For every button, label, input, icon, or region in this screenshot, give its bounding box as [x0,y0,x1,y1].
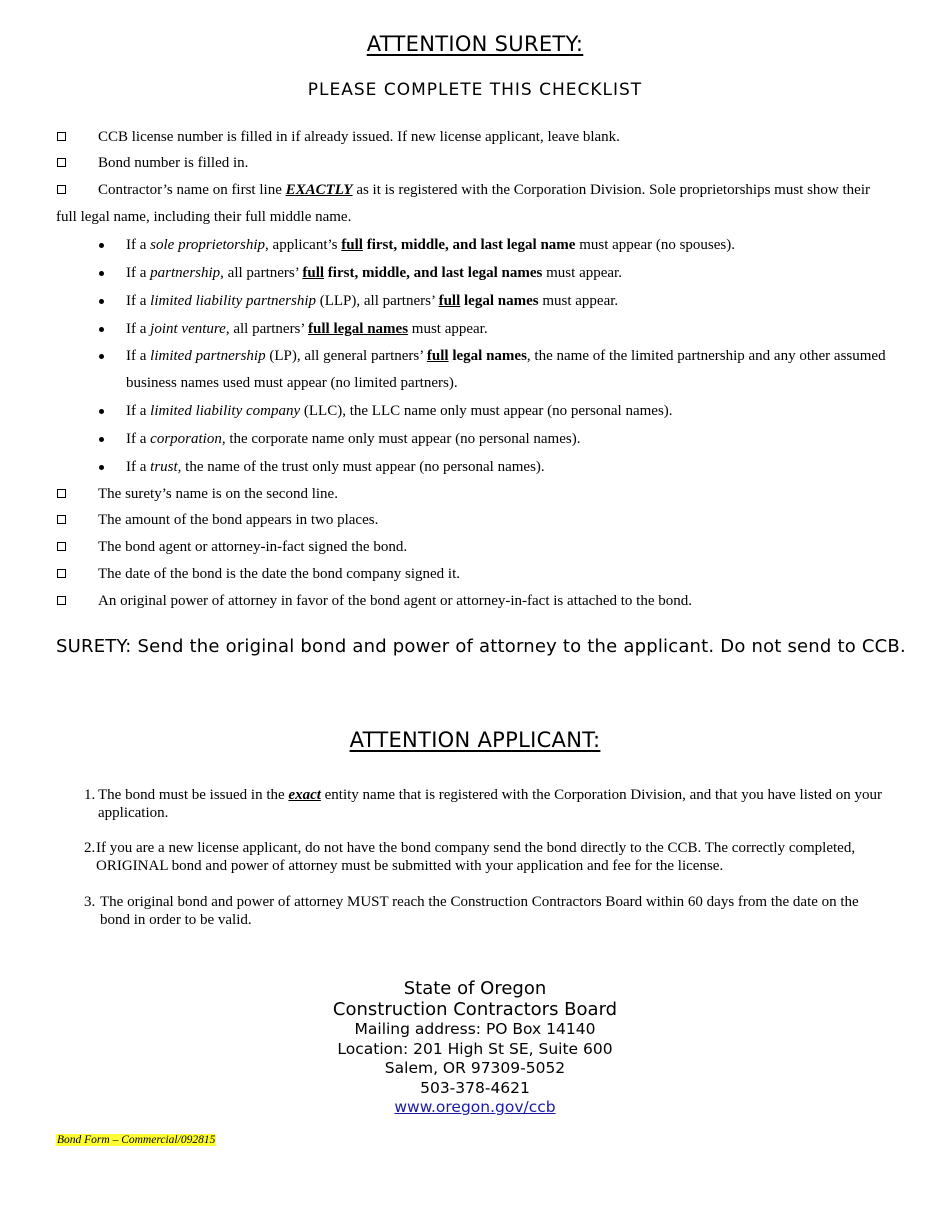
checklist-item-text: The date of the bond is the date the bond company signed it. [98,566,460,582]
bullet-icon [99,243,104,248]
bullet-icon [99,299,104,304]
location-address: Location: 201 High St SE, Suite 600 [337,1039,613,1058]
bullet-icon [99,354,104,359]
entity-rule: If a limited partnership (LP), all general partners’ full legal names, the name of the limited partnership and any other assumed business names used must appear (no limited partners). [98,343,898,397]
checkbox-icon[interactable] [57,542,66,551]
agency-contact-block [0,978,950,1118]
checklist-item-text: An original power of attorney in favor of the bond agent or attorney-in-fact is attached to the bond. [98,593,692,609]
checklist-item-contractor-name [56,177,886,231]
checklist-item-text: Bond number is filled in. [98,155,249,171]
item-number: 3. [84,894,96,910]
city-state-zip: Salem, OR 97309-5052 [384,1059,566,1077]
board-name: Construction Contractors Board [332,999,618,1020]
checklist-item-text: The amount of the bond appears in two places. [98,512,379,528]
applicant-item: 2. If you are a new license applicant, do not have the bond company send the bond directly to the CCB. The correctly completed, ORIGINAL bond and power of attorney must be submitted with your application and fee for the license. [84,840,856,874]
checkbox-icon[interactable] [57,596,66,605]
checklist-item [56,481,896,508]
item-number: 1. [84,787,96,803]
phone-number: 503-378-4621 [420,1078,530,1097]
applicant-item: 1. The bond must be issued in the exact entity name that is registered with the Corporation Division, and that you have listed on your application. [84,787,883,821]
bullet-icon [99,327,104,332]
entity-rule: If a sole proprietorship, applicant’s full first, middle, and last legal name must appear (no spouses). [98,232,898,259]
entity-rule: If a limited liability company (LLC), the LLC name only must appear (no personal names). [98,398,898,425]
mailing-address: Mailing address: PO Box 14140 [354,1020,596,1038]
bullet-icon [99,465,104,470]
checkbox-icon[interactable] [57,158,66,167]
checkbox-icon[interactable] [57,515,66,524]
surety-instruction: SURETY: Send the original bond and power of attorney to the applicant. Do not send to CCB. [56,636,906,657]
applicant-item: 3. The original bond and power of attorney MUST reach the Construction Contractors Board within 60 days from the date on the bond in order to be valid. [84,894,859,928]
exactly-emphasis: EXACTLY [285,182,353,198]
checklist-item [56,507,896,534]
entity-rule: If a limited liability partnership (LLP), all partners’ full legal names must appear. [98,288,898,315]
bullet-icon [99,271,104,276]
item-number: 2. [84,840,96,856]
checkbox-icon[interactable] [57,132,66,141]
checklist-item [56,150,896,177]
entity-rule: If a partnership, all partners’ full first, middle, and last legal names must appear. [98,260,898,287]
bullet-icon [99,437,104,442]
checklist-item [56,588,896,615]
state-name: State of Oregon [403,978,547,999]
checklist-item-text: CCB license number is filled in if already issued. If new license applicant, leave blank. [98,129,620,145]
checkbox-icon[interactable] [57,489,66,498]
checklist-subtitle: PLEASE COMPLETE THIS CHECKLIST [307,80,643,100]
checklist-item [56,534,896,561]
checklist-item-text: The surety’s name is on the second line. [98,486,338,502]
entity-rule: If a trust, the name of the trust only must appear (no personal names). [98,454,898,481]
surety-title: ATTENTION SURETY: [366,32,584,56]
entity-rule: If a joint venture, all partners’ full legal names must appear. [98,316,898,343]
bullet-icon [99,409,104,414]
checklist-item-text: The bond agent or attorney-in-fact signed the bond. [98,539,408,555]
checkbox-icon[interactable] [57,569,66,578]
checklist-item [56,124,896,151]
checklist-item-text: Contractor’s name on first line EXACTLY as it is registered with the Corporation Division. Sole proprietorships must show their full legal name, including their full middle name. [56,182,871,225]
entity-rule: If a corporation, the corporate name only must appear (no personal names). [98,426,898,453]
website-link[interactable]: www.oregon.gov/ccb [394,1098,556,1116]
checklist-item [56,561,896,588]
exact-emphasis: exact [288,787,321,803]
checkbox-icon[interactable] [57,185,66,194]
applicant-title: ATTENTION APPLICANT: [349,728,601,752]
form-code-label: Bond Form – Commercial/092815 [57,1134,216,1146]
